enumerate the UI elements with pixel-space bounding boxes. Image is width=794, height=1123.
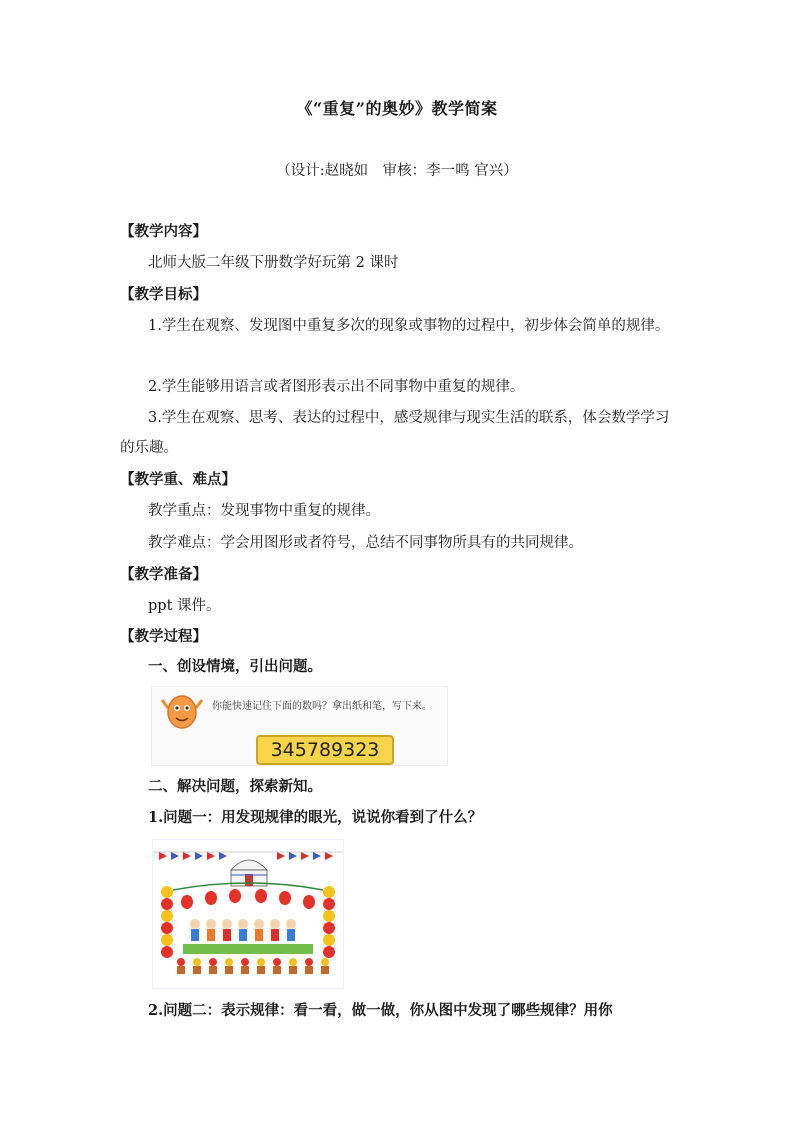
festival-scene-illustration — [153, 840, 343, 988]
key-point: 教学重点：发现事物中重复的规律。 — [148, 503, 380, 519]
balloon-column-right — [323, 886, 335, 958]
number-display: 345789323 — [256, 735, 394, 765]
goals-heading: 【教学目标】 — [120, 286, 207, 303]
flags-row — [153, 852, 343, 860]
credits-line: （设计:赵晓如 审核：李一鸣 官兴） — [276, 163, 518, 179]
goal-2: 2.学生能够用语言或者图形表示出不同事物中重复的规律。 — [148, 379, 525, 395]
difficulty-point: 教学难点：学会用图形或者符号，总结不同事物所具有的共同规律。 — [148, 535, 583, 551]
prep-heading: 【教学准备】 — [120, 566, 207, 583]
key-heading: 【教学重、难点】 — [120, 471, 236, 488]
yurt-icon — [231, 860, 267, 886]
question-2: 2.问题二：表示规律：看一看，做一做，你从图中发现了哪些规律？用你 — [148, 1002, 613, 1019]
figure1-prompt: 你能快速记住下面的数吗？拿出纸和笔，写下来。 — [212, 701, 432, 712]
number-memory-figure — [151, 686, 448, 766]
lanterns-row — [181, 889, 315, 909]
festival-scene-figure — [152, 839, 344, 989]
flower-pots-row — [177, 958, 329, 974]
children-row — [190, 919, 296, 941]
mascot-icon — [160, 690, 204, 734]
page-title: 《“重复”的奥妙》教学简案 — [296, 99, 498, 118]
content-heading: 【教学内容】 — [120, 223, 207, 240]
goal-1: 1.学生在观察、发现图中重复多次的现象或事物的过程中，初步体会简单的规律。 — [148, 318, 670, 334]
step-2: 二、解决问题，探索新知。 — [148, 778, 322, 795]
content-text: 北师大版二年级下册数学好玩第 2 课时 — [148, 255, 399, 271]
goal-3: 3.学生在观察、思考、表达的过程中，感受规律与现实生活的联系，体会数学学习的乐趣。 — [120, 410, 670, 456]
balloon-column-left — [161, 886, 173, 958]
question-1: 1.问题一：用发现规律的眼光，说说你看到了什么？ — [148, 809, 483, 826]
step-1: 一、创设情境，引出问题。 — [148, 658, 322, 675]
prep-text: ppt 课件。 — [148, 598, 221, 614]
process-heading: 【教学过程】 — [120, 628, 207, 645]
